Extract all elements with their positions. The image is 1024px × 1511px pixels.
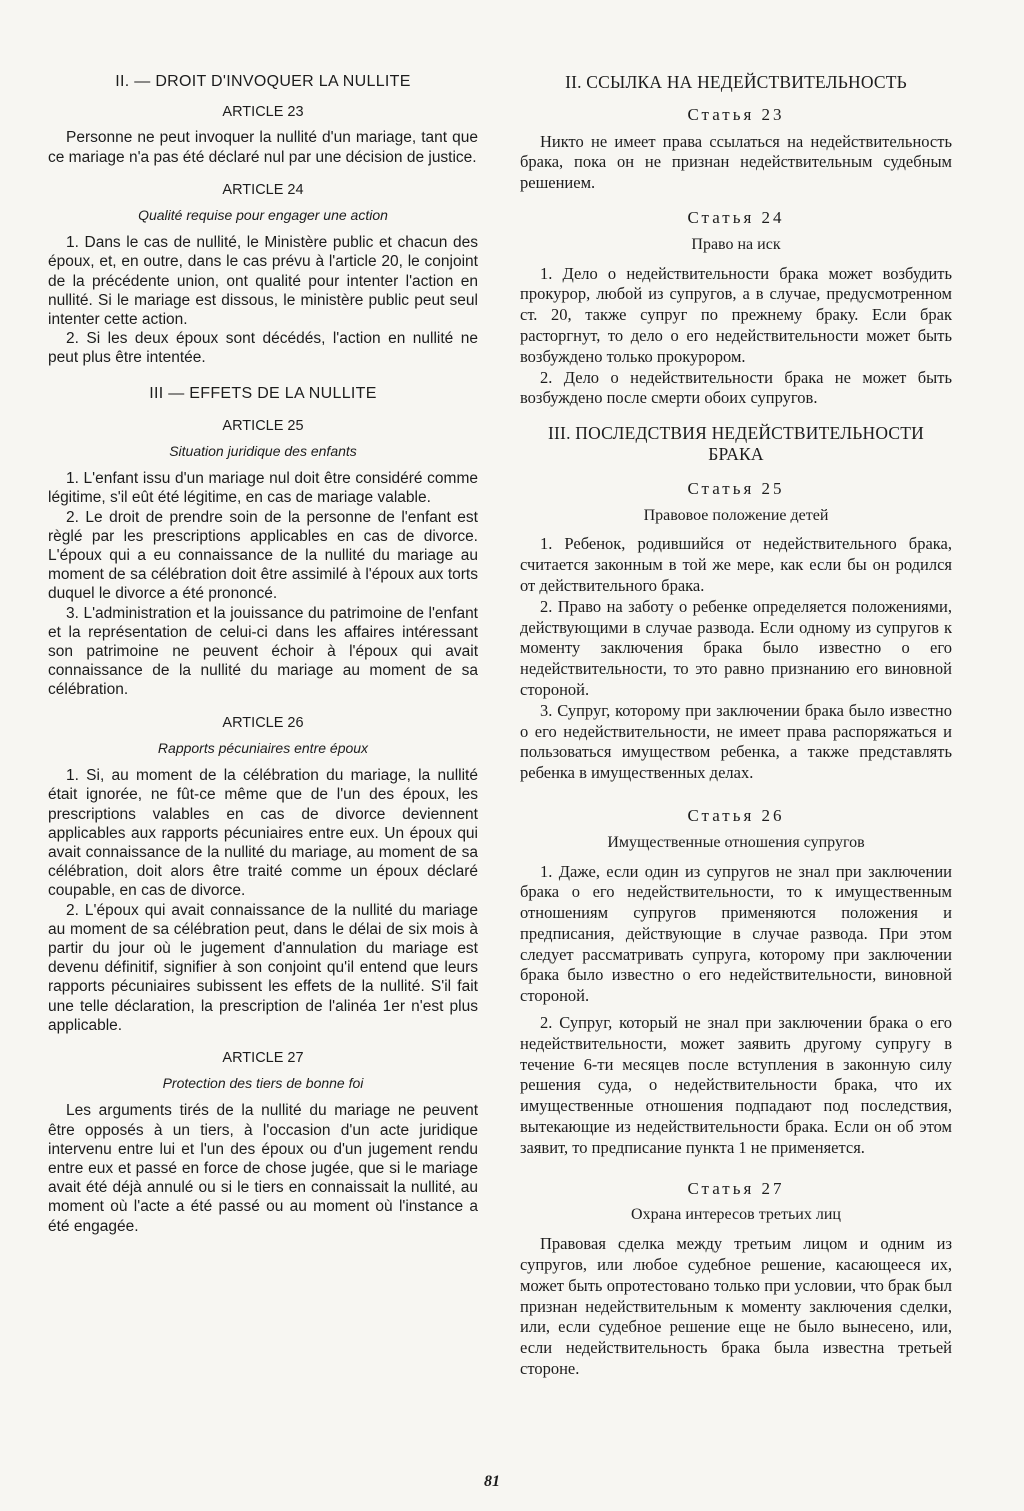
section-heading: III — EFFETS DE LA NULLITE bbox=[149, 384, 377, 402]
paragraph: 1. Даже, если один из супругов не знал при заключении брака о его недействительности, то к имущественным отношениям супругов применяются положения и предписания, действующие в случае развода. При этом следует рассматривать супруга, которому при заключении брака было известно о его недействительности, виновной стороной. bbox=[520, 861, 952, 1006]
article-subtitle: Situation juridique des enfants bbox=[169, 443, 357, 460]
article-heading: Статья 26 bbox=[687, 805, 785, 825]
section-heading: II. — DROIT D'INVOQUER LA NULLITE bbox=[115, 73, 411, 90]
paragraph: 2. Супруг, который не знал при заключении брака о его недействительности, может заявить другому супругу в течение 6-ти месяцев после вступления в законную силу решения суда, о недействительности брака, что их имущественные отношения подпадают под последствия, вытекающие из недействительности брака. Если он об этом заявит, то предписание пункта 1 не применяется. bbox=[520, 1013, 952, 1157]
paragraph: 1. Ребенок, родившийся от недействительного брака, считается законным в той же мере, как если бы он родился от действительного брака. bbox=[520, 534, 952, 595]
paragraph: 1. Dans le cas de nullité, le Ministère public et chacun des époux, et, en outre, dans le cas prévu à l'article 20, le conjoint de la précédente union, ont qualité pour intenter l'action en nullité. Si le mariage est dissous, le ministère public peut seul intenter cette action. bbox=[48, 234, 478, 329]
article-heading: ARTICLE 25 bbox=[222, 417, 304, 434]
paragraph: 3. L'administration et la jouissance du patrimoine de l'enfant et la représentation de celui-ci dans les affaires intéressant son patrimoine ne peuvent échoir à l'époux qui avait connaissance de la nullité du mariage au moment de sa célébration. bbox=[48, 604, 478, 699]
page-number: 81 bbox=[484, 1473, 500, 1490]
article-subtitle: Охрана интересов третьих лиц bbox=[631, 1206, 841, 1224]
paragraph: 1. Дело о недействительности брака может возбудить прокурор, любой из супругов, а в случае, предусмотренном ст. 20, также супруг по прежнему браку. Если брак расторгнут, то дело о его недействительности может быть возбуждено только прокурором. bbox=[520, 263, 952, 366]
paragraph: 1. L'enfant issu d'un mariage nul doit être considéré comme légitime, s'il eût été légitime, en cas de mariage valable. bbox=[48, 470, 478, 507]
article-subtitle: Protection des tiers de bonne foi bbox=[162, 1075, 364, 1092]
article-subtitle: Правовое положение детей bbox=[643, 506, 829, 524]
paragraph: 2. L'époux qui avait connaissance de la nullité du mariage au moment de sa célébration peut, dans le délai de six mois à partir du jour où le jugement d'annulation du mariage est devenu définitif, signifier à son conjoint qu'il entend que leurs rapports pécuniaires subissent les effets de la nullité. S'il fait une telle déclaration, la prescription de l'alinéa 1er n'est plus applicable. bbox=[48, 901, 478, 1034]
paragraph: 1. Si, au moment de la célébration du mariage, la nullité était ignorée, ne fût-ce même que de l'un des époux, les prescriptions valables en cas de divorce deviennent applicables aux rapports pécuniaires entre eux. Un époux qui avait connaissance de la nullité du mariage, au moment de sa célébration, doit alors être traité comme un époux déclaré coupable, en cas de divorce. bbox=[48, 767, 478, 900]
article-subtitle: Rapports pécuniaires entre époux bbox=[157, 739, 369, 756]
article-heading: Статья 25 bbox=[687, 478, 785, 498]
section-heading: II. ССЫЛКА НА НЕДЕЙСТВИТЕЛЬНОСТЬ bbox=[565, 72, 907, 92]
paragraph: Никто не имеет права ссылаться на недействительность брака, пока он не признан недействительным судебным решением. bbox=[520, 131, 952, 193]
article-subtitle: Право на иск bbox=[691, 235, 781, 253]
paragraph: 2. Дело о недействительности брака не может быть возбуждено после смерти обоих супругов. bbox=[520, 367, 952, 408]
paragraph: Personne ne peut invoquer la nullité d'un mariage, tant que ce mariage n'a pas été déclaré nul par une décision de justice. bbox=[48, 129, 478, 166]
article-heading: ARTICLE 26 bbox=[222, 714, 304, 731]
article-subtitle: Имущественные отношения супругов bbox=[607, 833, 865, 851]
paragraph: 2. Si les deux époux sont décédés, l'action en nullité ne peut plus être intentée. bbox=[48, 330, 478, 367]
paragraph: Les arguments tirés de la nullité du mariage ne peuvent être opposés à un tiers, à l'occasion d'un acte juridique intervenu entre lui et l'un des époux ou d'un jugement rendu entre eux et passé en force de chose jugée, que si le mariage avait été déjà annulé ou si le tiers en connaissait la nullité, au moment où l'acte a été passé ou au moment où l'instance a été engagée. bbox=[48, 1102, 478, 1235]
russian-column bbox=[520, 60, 952, 1380]
article-heading: Статья 23 bbox=[687, 104, 785, 124]
paragraph: 2. Le droit de prendre soin de la personne de l'enfant est règlé par les prescriptions applicables en cas de divorce. L'époux qui a eu connaissance de la nullité du mariage au moment de sa célébration doit être assimilé à l'époux aux torts duquel le divorce a été prononcé. bbox=[48, 508, 478, 603]
article-heading: ARTICLE 24 bbox=[222, 181, 304, 198]
paragraph: 2. Право на заботу о ребенке определяется положениями, действующими в случае развода. Если одному из супругов к моменту заключения брака было известно о его недействительности, то это равно признанию его виновной стороной. bbox=[520, 596, 952, 699]
article-subtitle: Qualité requise pour engager une action bbox=[138, 207, 388, 224]
section-heading: III. ПОСЛЕДСТВИЯ НЕДЕЙСТВИТЕЛЬНОСТИ БРАКА bbox=[548, 423, 924, 464]
article-heading: ARTICLE 23 bbox=[222, 104, 304, 121]
paragraph: 3. Супруг, которому при заключении брака было известно о его недействительности, не имеет права распоряжаться и пользоваться имуществом ребенка, а также представлять ребенка в имущественных делах. bbox=[520, 700, 952, 783]
article-heading: ARTICLE 27 bbox=[222, 1049, 304, 1066]
article-heading: Статья 24 bbox=[687, 207, 785, 227]
article-heading: Статья 27 bbox=[687, 1178, 785, 1198]
french-column bbox=[48, 60, 478, 1236]
paragraph: Правовая сделка между третьим лицом и одним из супругов, или любое судебное решение, касающееся их, может быть опротестовано только при условии, что брак был признан недействительным к моменту заключения сделки, или, если судебное решение еще не было вынесено, или, если недействительность брака была известна третьей стороне. bbox=[520, 1234, 952, 1379]
